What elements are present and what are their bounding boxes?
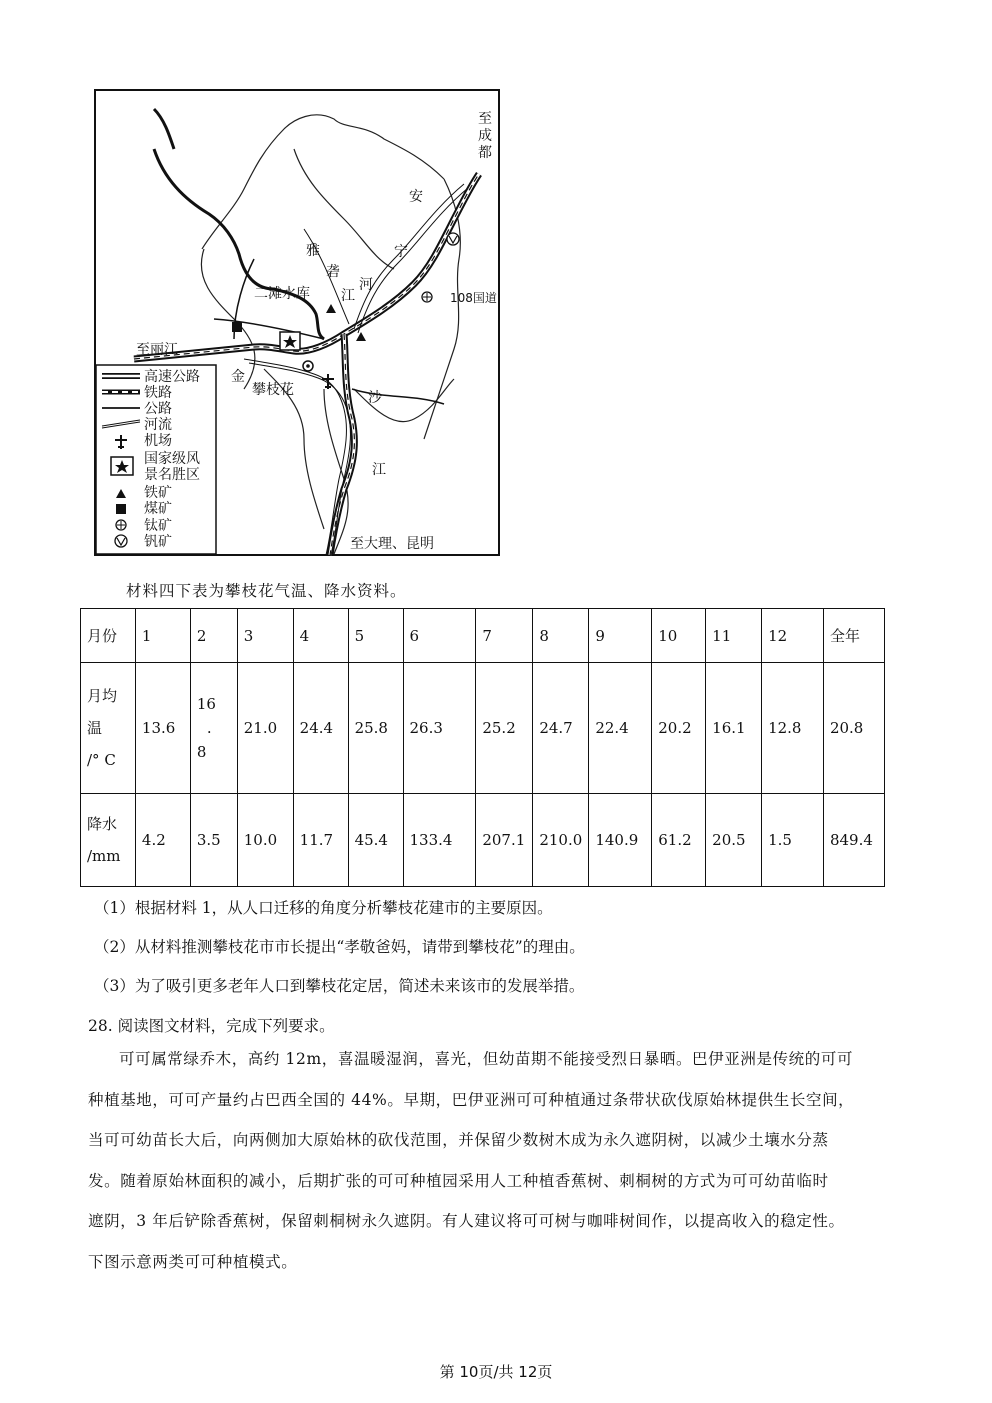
label-ertan: 二滩水库: [254, 286, 310, 302]
header-cell: 11: [706, 609, 762, 663]
legend-scenic-2: 景名胜区: [144, 467, 200, 483]
temp-cell: 25.8: [348, 663, 403, 794]
map-legend: [96, 365, 216, 554]
legend-vanadium: 钒矿: [144, 534, 172, 550]
temp-cell: 13.6: [135, 663, 190, 794]
paragraph-line: 种植基地，可可产量约占巴西全国的 44%。早期，巴伊亚洲可可种植通过条带状砍伐原始林提供生长空间，: [88, 1090, 855, 1109]
precip-cell: 61.2: [652, 794, 706, 887]
precip-cell: 20.5: [706, 794, 762, 887]
titanium-mine-icon: [422, 292, 432, 302]
legend-scenic-1: 国家级风: [144, 451, 200, 467]
precip-cell: 10.0: [237, 794, 293, 887]
temp-cell: 22.4: [589, 663, 652, 794]
table-row-precipitation: [81, 794, 885, 887]
row-label-precipitation: 降水 /mm: [81, 794, 136, 887]
label-chengdu-3: 都: [478, 145, 492, 161]
table-caption: 材料四下表为攀枝花气温、降水资料。: [126, 582, 407, 600]
header-cell: 3: [237, 609, 293, 663]
temp-cell: 16.1: [706, 663, 762, 794]
header-cell: 2: [190, 609, 237, 663]
legend-iron: 铁矿: [144, 485, 172, 501]
label-guodao: 108国道: [450, 291, 497, 305]
precip-cell: 140.9: [589, 794, 652, 887]
vanadium-mine-icon: [447, 233, 459, 245]
label-jiang2: 江: [372, 462, 386, 478]
temp-cell: 26.3: [403, 663, 476, 794]
temp-cell-feb: 16 . 8: [190, 663, 237, 794]
legend-coal: 煤矿: [144, 501, 172, 517]
precip-cell: 3.5: [190, 794, 237, 887]
temp-cell: 24.7: [533, 663, 589, 794]
question-28-title: 28. 阅读图文材料，完成下列要求。: [88, 1017, 335, 1035]
row-label-temperature: 月均 温 /° C: [81, 663, 136, 794]
header-cell: 10: [652, 609, 706, 663]
label-ya: 雅: [306, 243, 320, 259]
page-footer: 第 10页/共 12页: [439, 1363, 553, 1381]
header-cell: 12: [762, 609, 824, 663]
precip-cell: 207.1: [476, 794, 533, 887]
precip-cell: 133.4: [403, 794, 476, 887]
label-ning: 宁: [394, 244, 408, 260]
paragraph-line: 当可可幼苗长大后，向两侧加大原始林的砍伐范围，并保留少数树木成为永久遮阴树，以减少土壤水分蒸: [88, 1131, 829, 1149]
label-long: 砻: [326, 264, 340, 280]
header-cell: 8: [533, 609, 589, 663]
header-cell: 5: [348, 609, 403, 663]
legend-railway: 铁路: [144, 385, 172, 401]
header-cell: 月份: [81, 609, 136, 663]
header-cell: 全年: [823, 609, 884, 663]
precip-cell: 45.4: [348, 794, 403, 887]
legend-airport: 机场: [144, 433, 172, 449]
legend-river: 河流: [144, 417, 172, 433]
header-cell: 9: [589, 609, 652, 663]
precip-cell: 4.2: [135, 794, 190, 887]
paragraph-line: 遮阴，3 年后铲除香蕉树，保留刺桐树永久遮阴。有人建议将可可树与咖啡树间作，以提高收入的稳定性。: [88, 1212, 845, 1230]
label-dali: 至大理、昆明: [350, 536, 434, 552]
table-row-header: [81, 609, 885, 663]
label-panzhihua: 攀枝花: [252, 382, 294, 398]
temp-cell: 20.2: [652, 663, 706, 794]
paragraph-line: 发。随着原始林面积的减小，后期扩张的可可种植园采用人工种植香蕉树、刺桐树的方式为可可幼苗临时: [88, 1171, 829, 1190]
precip-cell: 1.5: [762, 794, 824, 887]
paragraph-line: 可可属常绿乔木，高约 12m，喜温暖湿润，喜光，但幼苗期不能接受烈日暴晒。巴伊亚洲是传统的可可: [119, 1050, 854, 1068]
precip-cell: 210.0: [533, 794, 589, 887]
header-cell: 7: [476, 609, 533, 663]
coal-mine-icon: [232, 322, 242, 332]
legend-road: 公路: [144, 401, 172, 417]
material-paragraph: [88, 1039, 900, 1282]
label-jin: 金: [231, 369, 245, 385]
question-2: （2）从材料推测攀枝花市市长提出“孝敬爸妈，请带到攀枝花”的理由。: [94, 938, 585, 956]
label-lijiang: 至丽江: [136, 342, 178, 358]
temp-cell: 25.2: [476, 663, 533, 794]
precip-cell: 849.4: [823, 794, 884, 887]
label-jiang1: 江: [341, 288, 355, 304]
label-chengdu-2: 成: [478, 128, 492, 144]
label-an: 安: [409, 189, 423, 205]
temp-cell: 12.8: [762, 663, 824, 794]
legend-highway: 高速公路: [144, 369, 200, 385]
table-row-temperature: [81, 663, 885, 794]
header-cell: 4: [293, 609, 348, 663]
header-cell: 1: [135, 609, 190, 663]
temp-cell: 20.8: [823, 663, 884, 794]
label-chengdu-1: 至: [478, 111, 492, 127]
header-cell: 6: [403, 609, 476, 663]
question-3: （3）为了吸引更多老年人口到攀枝花定居，简述未来该市的发展举措。: [94, 977, 585, 995]
paragraph-line: 下图示意两类可可种植模式。: [88, 1252, 298, 1271]
question-1: （1）根据材料 1，从人口迁移的角度分析攀枝花建市的主要原因。: [94, 899, 553, 917]
panzhihua-map: [94, 89, 500, 556]
label-sha: 沙: [368, 390, 382, 406]
legend-titanium: 钛矿: [144, 518, 172, 534]
temp-cell: 21.0: [237, 663, 293, 794]
temp-cell: 24.4: [293, 663, 348, 794]
climate-table: [80, 608, 885, 887]
precip-cell: 11.7: [293, 794, 348, 887]
label-he: 河: [359, 277, 373, 293]
